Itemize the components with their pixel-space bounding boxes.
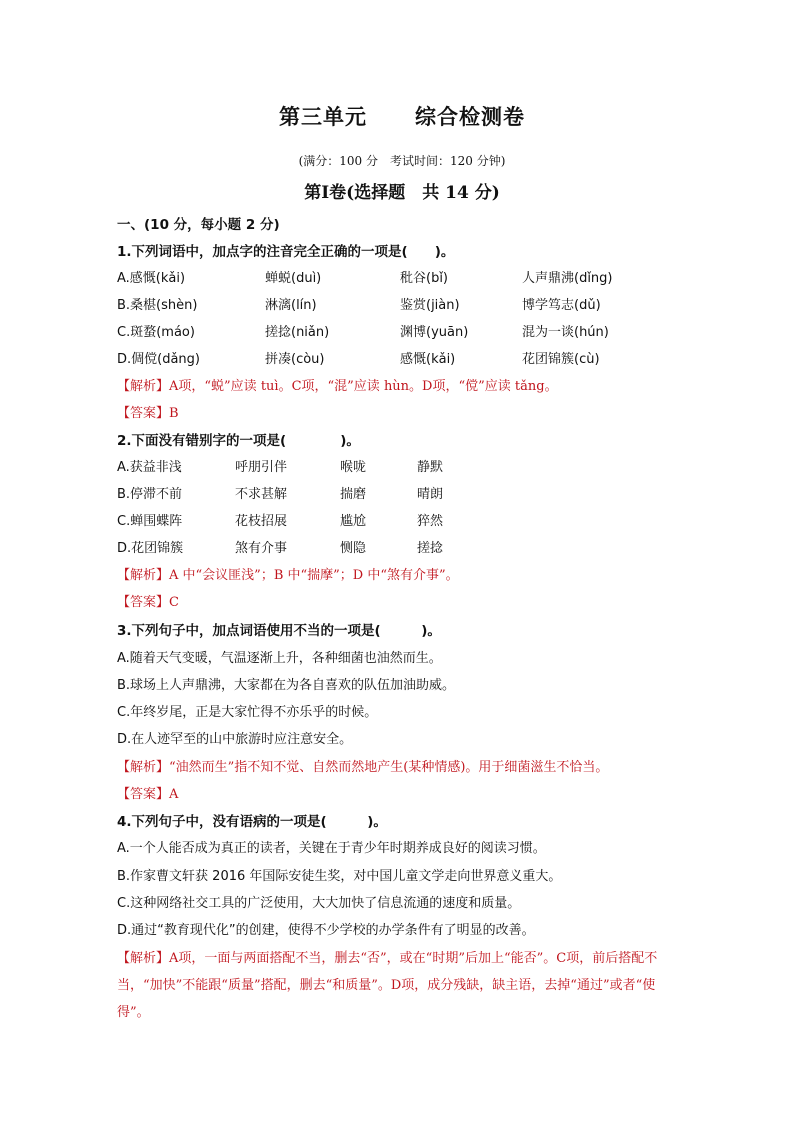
section-title: 第Ⅰ卷(选择题 共 14 分) (304, 183, 500, 203)
q4-analysis: 【解析】A项，一面与两面搭配不当，删去“否”，或在“时期”后加上“能否”。C项，前后搭配不当，“加快”不能跟“质量”搭配，删去“和质量”。D项，成分残缺，缺主语，去掉“通过”或者“使得”。 (117, 951, 658, 1020)
q2-c-1: C.蝉围蝶阵 (117, 514, 183, 529)
title-name: 综合检测卷 (415, 105, 525, 129)
q1-b-3: 鉴赏(jiàn) (400, 298, 460, 313)
q2-d-4: 搓捻 (417, 541, 444, 556)
q1-c-2: 搓捻(niǎn) (265, 325, 330, 340)
q1-d-4: 花团锦簇(cù) (522, 352, 600, 367)
q3-option-a: A.随着天气变暖，气温逐渐上升，各种细菌也油然而生。 (117, 651, 442, 666)
q1-d-3: 感慨(kǎi) (400, 352, 456, 367)
q2-a-3: 喉咙 (340, 460, 367, 475)
question-2-stem: 2.下面没有错别字的一项是( )。 (117, 433, 360, 449)
q2-b-4: 晴朗 (417, 487, 444, 502)
q3-answer: 【答案】A (117, 787, 179, 802)
q1-b-1: B.桑椹(shèn) (117, 298, 198, 313)
q1-b-2: 淋漓(lín) (265, 298, 317, 313)
q1-c-4: 混为一谈(hún) (522, 325, 609, 340)
q2-answer: 【答案】C (117, 595, 179, 610)
title-unit: 第三单元 (279, 105, 367, 129)
question-1-stem: 1.下列词语中，加点字的注音完全正确的一项是( )。 (117, 244, 455, 260)
q1-b-4: 博学笃志(dǔ) (522, 298, 601, 313)
q1-c-1: C.斑蝥(máo) (117, 325, 195, 340)
q2-b-3: 揣磨 (340, 487, 367, 502)
q2-analysis: 【解析】A 中“会议匪浅”；B 中“揣摩”；D 中“煞有介事”。 (117, 568, 459, 583)
q4-option-d: D.通过“教育现代化”的创建，使得不少学校的办学条件有了明显的改善。 (117, 923, 535, 938)
question-4-stem: 4.下列句子中，没有语病的一项是( )。 (117, 814, 387, 830)
q4-option-b: B.作家曹文轩获 2016 年国际安徒生奖，对中国儿童文学走向世界意义重大。 (117, 869, 562, 884)
q1-answer: 【答案】B (117, 406, 179, 421)
q1-a-1: A.感慨(kǎi) (117, 271, 186, 286)
question-3-stem: 3.下列句子中，加点词语使用不当的一项是( )。 (117, 623, 441, 639)
page-title (117, 101, 687, 131)
q4-option-c: C.这种网络社交工具的广泛使用，大大加快了信息流通的速度和质量。 (117, 896, 521, 911)
q1-c-3: 渊博(yuān) (400, 325, 469, 340)
q2-d-3: 恻隐 (340, 541, 367, 556)
q3-option-c: C.年终岁尾，正是大家忙得不亦乐乎的时候。 (117, 705, 378, 720)
q1-a-2: 蝉蜕(duì) (265, 271, 322, 286)
q2-a-4: 静默 (417, 460, 444, 475)
part-header: 一、(10 分，每小题 2 分) (117, 217, 280, 233)
q1-a-4: 人声鼎沸(dǐng) (522, 271, 613, 286)
q2-c-3: 尴尬 (340, 514, 367, 529)
q3-option-b: B.球场上人声鼎沸，大家都在为各自喜欢的队伍加油助威。 (117, 678, 456, 693)
exam-info: (满分：100 分 考试时间：120 分钟) (298, 154, 506, 168)
q1-d-2: 拼凑(còu) (265, 352, 325, 367)
q2-d-1: D.花团锦簇 (117, 541, 184, 556)
q2-c-4: 猝然 (417, 514, 444, 529)
q1-a-3: 秕谷(bǐ) (400, 271, 449, 286)
q3-option-d: D.在人迹罕至的山中旅游时应注意安全。 (117, 732, 353, 747)
q3-analysis: 【解析】“油然而生”指不知不觉、自然而然地产生(某种情感)。用于细菌滋生不恰当。 (117, 760, 609, 775)
q2-a-1: A.获益非浅 (117, 460, 182, 475)
q2-a-2: 呼朋引伴 (235, 460, 288, 475)
q2-c-2: 花枝招展 (235, 514, 288, 529)
q2-b-2: 不求甚解 (235, 487, 288, 502)
q1-d-1: D.倜傥(dǎng) (117, 352, 200, 367)
q2-b-1: B.停滞不前 (117, 487, 183, 502)
q1-analysis: 【解析】A项，“蜕”应读 tuì。C项，“混”应读 hùn。D项，“傥”应读 tǎng。 (117, 379, 558, 394)
q4-option-a: A.一个人能否成为真正的读者，关键在于青少年时期养成良好的阅读习惯。 (117, 841, 546, 856)
q2-d-2: 煞有介事 (235, 541, 288, 556)
